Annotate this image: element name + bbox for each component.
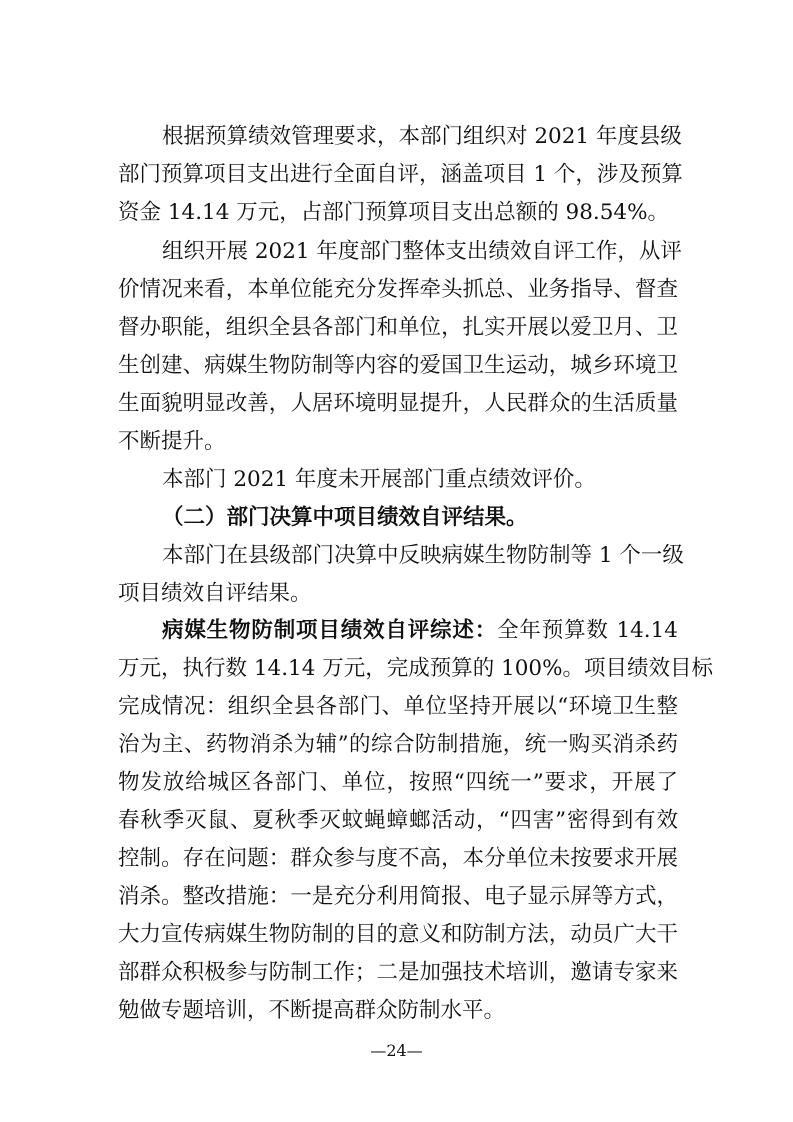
paragraph-line: 生面貌明显改善，人居环境明显提升，人民群众的生活质量 xyxy=(118,391,678,416)
paragraph-line: 组织开展 2021 年度部门整体支出绩效自评工作，从评 xyxy=(162,239,682,264)
paragraph-line: 生创建、病媒生物防制等内容的爱国卫生运动，城乡环境卫 xyxy=(118,353,678,378)
paragraph-line: 资金 14.14 万元，占部门预算项目支出总额的 98.54%。 xyxy=(118,200,670,225)
paragraph-first-line xyxy=(162,617,678,645)
paragraph-line: 部门预算项目支出进行全面自评，涵盖项目 1 个，涉及预算 xyxy=(118,162,683,187)
paragraph-line: 控制。存在问题：群众参与度不高，本分单位未按要求开展 xyxy=(118,846,678,871)
paragraph-line: 物发放给城区各部门、单位，按照“四统一”要求，开展了 xyxy=(118,770,678,795)
paragraph-line: 完成情况：组织全县各部门、单位坚持开展以“环境卫生整 xyxy=(118,694,678,719)
paragraph-line: 根据预算绩效管理要求，本部门组织对 2021 年度县级 xyxy=(162,124,682,149)
page-number: —24— xyxy=(370,1041,423,1060)
summary-first-line-rest: 全年预算数 14.14 xyxy=(497,618,678,643)
paragraph-line: 勉做专题培训，不断提高群众防制水平。 xyxy=(118,998,506,1023)
section-heading: （二）部门决算中项目绩效自评结果。 xyxy=(162,505,528,530)
paragraph-line: 部群众积极参与防制工作；二是加强技术培训，邀请专家来 xyxy=(118,960,678,985)
paragraph-line: 价情况来看，本单位能充分发挥牵头抓总、业务指导、督查 xyxy=(118,277,678,302)
paragraph-line: 春秋季灭鼠、夏秋季灭蚊蝇蟑螂活动，“四害”密得到有效 xyxy=(118,808,678,833)
paragraph-line: 督办职能，组织全县各部门和单位，扎实开展以爱卫月、卫 xyxy=(118,315,678,340)
paragraph-line: 项目绩效自评结果。 xyxy=(118,581,312,606)
paragraph-line: 消杀。整改措施：一是充分利用简报、电子显示屏等方式， xyxy=(118,884,678,909)
paragraph-line: 本部门 2021 年度未开展部门重点绩效评价。 xyxy=(162,467,596,492)
paragraph-line: 万元，执行数 14.14 万元，完成预算的 100%。项目绩效目标 xyxy=(118,656,714,681)
paragraph-line: 不断提升。 xyxy=(118,429,226,454)
paragraph-line: 大力宣传病媒生物防制的目的意义和防制方法，动员广大干 xyxy=(118,922,678,947)
summary-lead: 病媒生物防制项目绩效自评综述： xyxy=(162,618,498,643)
paragraph-line: 本部门在县级部门决算中反映病媒生物防制等 1 个一级 xyxy=(162,543,684,568)
paragraph-line: 治为主、药物消杀为辅”的综合防制措施，统一购买消杀药 xyxy=(118,732,678,757)
